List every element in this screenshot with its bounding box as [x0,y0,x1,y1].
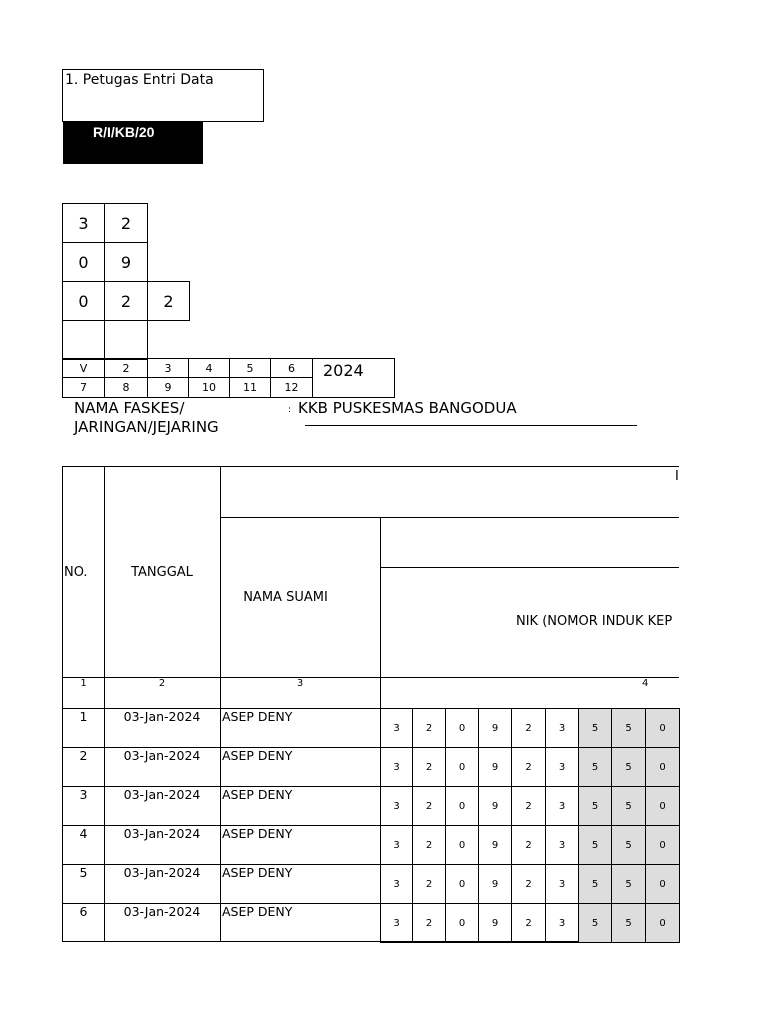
month-cell: 8 [104,377,148,398]
nik-digit-cell: 9 [478,825,512,865]
nik-digit-cell: 0 [445,786,479,826]
month-cell: 2 [104,358,148,378]
code-cell: 2 [104,281,148,321]
faskes-underline [305,425,637,426]
nik-digit-cell: 2 [412,825,446,865]
nik-digit-cell: 5 [611,864,646,904]
row-no: 2 [79,748,88,763]
nik-digit-cell: 9 [478,786,512,826]
nik-digit-cell: 2 [412,786,446,826]
colnum-4: 4 [642,678,649,689]
nik-digit-cell: 5 [578,786,612,826]
row-nama-suami: ASEP DENY [222,865,293,880]
nik-digit-cell: 2 [412,864,446,904]
row-no: 4 [79,826,88,841]
month-cell: 7 [62,377,105,398]
header-top-cut: I [675,469,679,484]
nik-digit-cell: 3 [380,864,413,904]
row-nama-suami: ASEP DENY [222,826,293,841]
header-nama-suami: NAMA SUAMI [243,590,328,605]
table-top-border [62,466,679,467]
faskes-label-line1: NAMA FASKES/ [74,399,185,417]
nik-digit-cell: 9 [478,747,512,787]
nik-digit-cell: 2 [412,708,446,748]
petugas-label: 1. Petugas Entri Data [62,69,264,122]
nik-digit-cell: 2 [412,747,446,787]
month-cell: 11 [229,377,271,398]
nik-digit-cell: 5 [611,825,646,865]
row-no: 3 [79,787,88,802]
row-tanggal: 03-Jan-2024 [123,826,201,841]
nik-digit-cell: 3 [545,903,579,943]
nik-digit-cell: 0 [445,903,479,943]
month-cell: 3 [147,358,189,378]
code-cell: 2 [104,203,148,243]
row-tanggal: 03-Jan-2024 [123,787,201,802]
table-header-line [220,517,679,518]
nik-digit-cell: 3 [380,903,413,943]
nik-digit-cell: 5 [611,708,646,748]
row-nama-suami: ASEP DENY [222,748,293,763]
year-cell: 2024 [312,358,395,398]
row-nama-suami: ASEP DENY [222,787,293,802]
nik-digit-cell: 9 [478,903,512,943]
header-nik: NIK (NOMOR INDUK KEP [516,614,673,629]
colnum-3: 3 [296,678,304,689]
table-vline [220,466,221,942]
nik-digit-cell: 2 [511,864,546,904]
nik-digit-cell: 0 [645,708,680,748]
nik-digit-cell: 5 [611,747,646,787]
nik-digit-cell: 2 [511,903,546,943]
form-code: R/I/KB/20 [63,121,203,164]
row-tanggal: 03-Jan-2024 [123,904,201,919]
nik-digit-cell: 5 [578,903,612,943]
colnum-2: 2 [158,678,166,689]
code-cell-empty [104,320,148,360]
nik-digit-cell: 0 [645,864,680,904]
nik-digit-cell: 5 [611,903,646,943]
nik-digit-cell: 0 [445,864,479,904]
code-cell: 9 [104,242,148,282]
code-cell: 0 [62,281,105,321]
nik-digit-cell: 0 [645,825,680,865]
row-tanggal: 03-Jan-2024 [123,709,201,724]
nik-digit-cell: 3 [380,708,413,748]
nik-digit-cell: 3 [545,864,579,904]
code-cell: 0 [62,242,105,282]
nik-digit-cell: 3 [380,825,413,865]
month-cell: 10 [188,377,230,398]
row-tanggal: 03-Jan-2024 [123,748,201,763]
nik-digit-cell: 2 [511,747,546,787]
nik-digit-cell: 9 [478,708,512,748]
month-cell: 5 [229,358,271,378]
row-tanggal: 03-Jan-2024 [123,865,201,880]
faskes-colon: : [288,405,292,415]
nik-digit-cell: 3 [545,786,579,826]
nik-digit-cell: 0 [645,786,680,826]
row-nama-suami: ASEP DENY [222,904,293,919]
header-tanggal: TANGGAL [131,565,193,580]
nik-digit-cell: 3 [545,825,579,865]
month-cell: 12 [270,377,313,398]
nik-digit-cell: 0 [445,747,479,787]
colnum-1: 1 [80,678,87,689]
nik-digit-cell: 9 [478,864,512,904]
nik-digit-cell: 2 [412,903,446,943]
nik-digit-cell: 3 [545,747,579,787]
month-cell: V [62,358,105,378]
nik-digit-cell: 5 [578,708,612,748]
month-cell: 6 [270,358,313,378]
nik-digit-cell: 2 [511,708,546,748]
row-no: 5 [79,865,88,880]
nik-digit-cell: 0 [445,708,479,748]
nik-digit-cell: 2 [511,786,546,826]
row-no: 1 [79,709,88,724]
row-no: 6 [79,904,88,919]
faskes-label-line2: JARINGAN/JEJARING [74,418,219,436]
table-header-line [380,567,679,568]
nik-digit-cell: 3 [380,747,413,787]
nik-digit-cell: 0 [445,825,479,865]
nik-digit-cell: 0 [645,747,680,787]
nik-digit-cell: 0 [645,903,680,943]
faskes-value: KKB PUSKESMAS BANGODUA [298,399,517,417]
nik-digit-cell: 2 [511,825,546,865]
nik-digit-cell: 5 [578,825,612,865]
row-nama-suami: ASEP DENY [222,709,293,724]
month-cell: 4 [188,358,230,378]
code-cell: 3 [62,203,105,243]
nik-digit-cell: 3 [545,708,579,748]
nik-digit-cell: 5 [578,864,612,904]
nik-digit-cell: 5 [611,786,646,826]
header-no: NO. [64,565,88,580]
code-cell: 2 [147,281,190,321]
nik-digit-cell: 5 [578,747,612,787]
code-cell-empty [62,320,105,360]
nik-digit-cell: 3 [380,786,413,826]
month-cell: 9 [147,377,189,398]
